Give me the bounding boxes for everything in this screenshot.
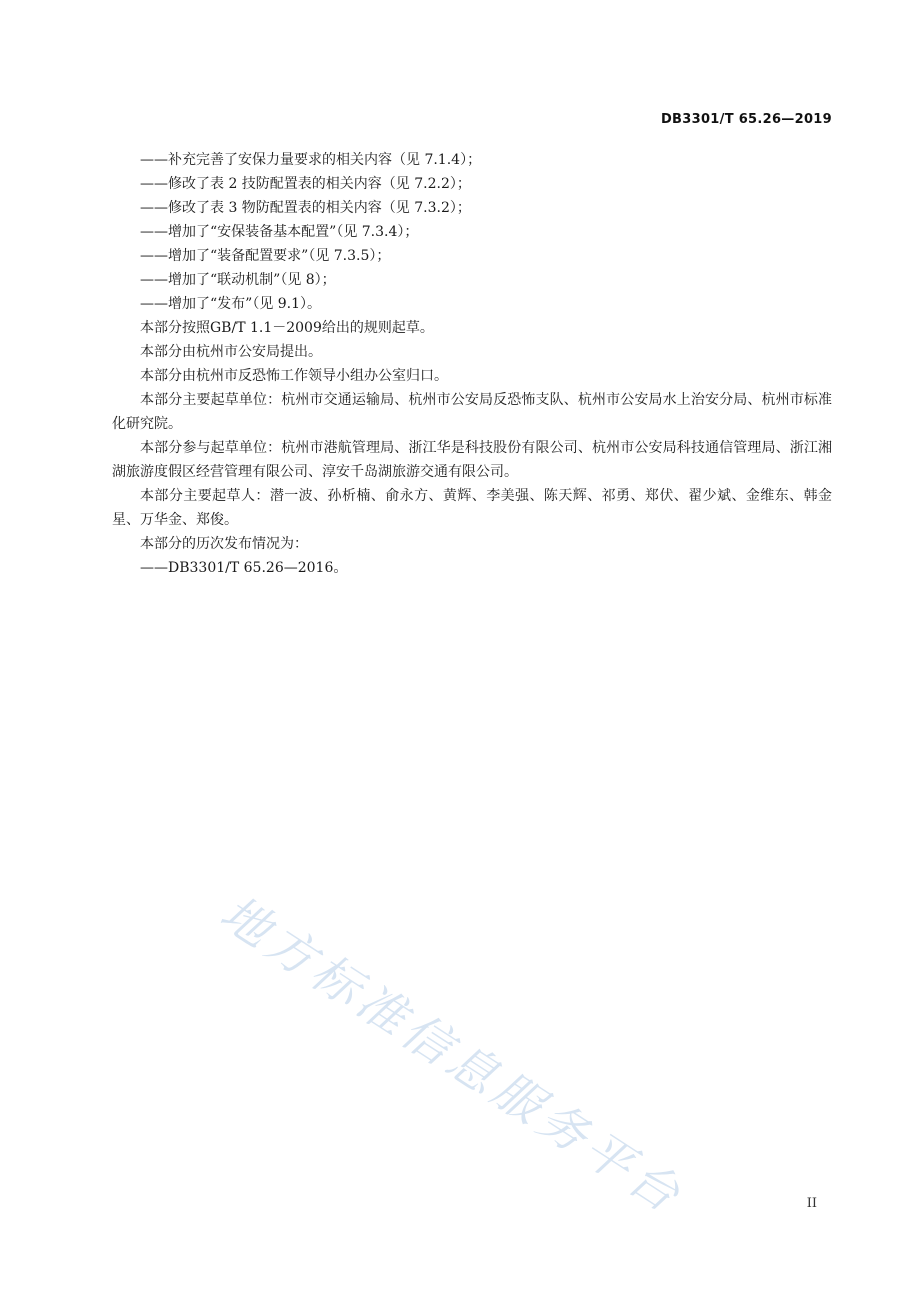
history-item: ——DB3301/T 65.26—2016。 bbox=[140, 560, 348, 576]
standard-code-header: DB3301/T 65.26—2019 bbox=[660, 112, 832, 127]
change-item: ——修改了表 3 物防配置表的相关内容（见 7.3.2）； bbox=[140, 200, 471, 216]
proposed-by-paragraph: 本部分由杭州市公安局提出。 bbox=[140, 344, 322, 360]
page-number: II bbox=[806, 1196, 817, 1211]
watermark-text: 地方标准信息服务平台 bbox=[210, 884, 694, 1226]
history-intro-paragraph: 本部分的历次发布情况为： bbox=[140, 536, 308, 552]
foreword-content bbox=[112, 148, 832, 580]
change-item: ——修改了表 2 技防配置表的相关内容（见 7.2.2）； bbox=[140, 176, 471, 192]
change-item: ——增加了“发布”（见 9.1）。 bbox=[140, 296, 322, 312]
main-units-paragraph: 本部分主要起草单位：杭州市交通运输局、杭州市公安局反恐怖支队、杭州市公安局水上治安分局、杭州市标准化研究院。 bbox=[112, 392, 832, 432]
change-item: ——增加了“联动机制”（见 8）； bbox=[140, 272, 336, 288]
change-item: ——增加了“装备配置要求”（见 7.3.5）； bbox=[140, 248, 391, 264]
managed-by-paragraph: 本部分由杭州市反恐怖工作领导小组办公室归口。 bbox=[140, 368, 448, 384]
change-item: ——补充完善了安保力量要求的相关内容（见 7.1.4）； bbox=[140, 152, 482, 168]
participating-units-paragraph: 本部分参与起草单位：杭州市港航管理局、浙江华是科技股份有限公司、杭州市公安局科技通信管理局、浙江湘湖旅游度假区经营管理有限公司、淳安千岛湖旅游交通有限公司。 bbox=[112, 440, 832, 480]
main-drafters-paragraph: 本部分主要起草人：潜一波、孙析楠、俞永方、黄辉、李美强、陈天辉、祁勇、郑伏、翟少斌、金维东、韩金星、万华金、郑俊。 bbox=[112, 488, 832, 528]
change-item: ——增加了“安保装备基本配置”（见 7.3.4）； bbox=[140, 224, 419, 240]
drafting-rule-paragraph: 本部分按照GB/T 1.1－2009给出的规则起草。 bbox=[140, 320, 434, 336]
